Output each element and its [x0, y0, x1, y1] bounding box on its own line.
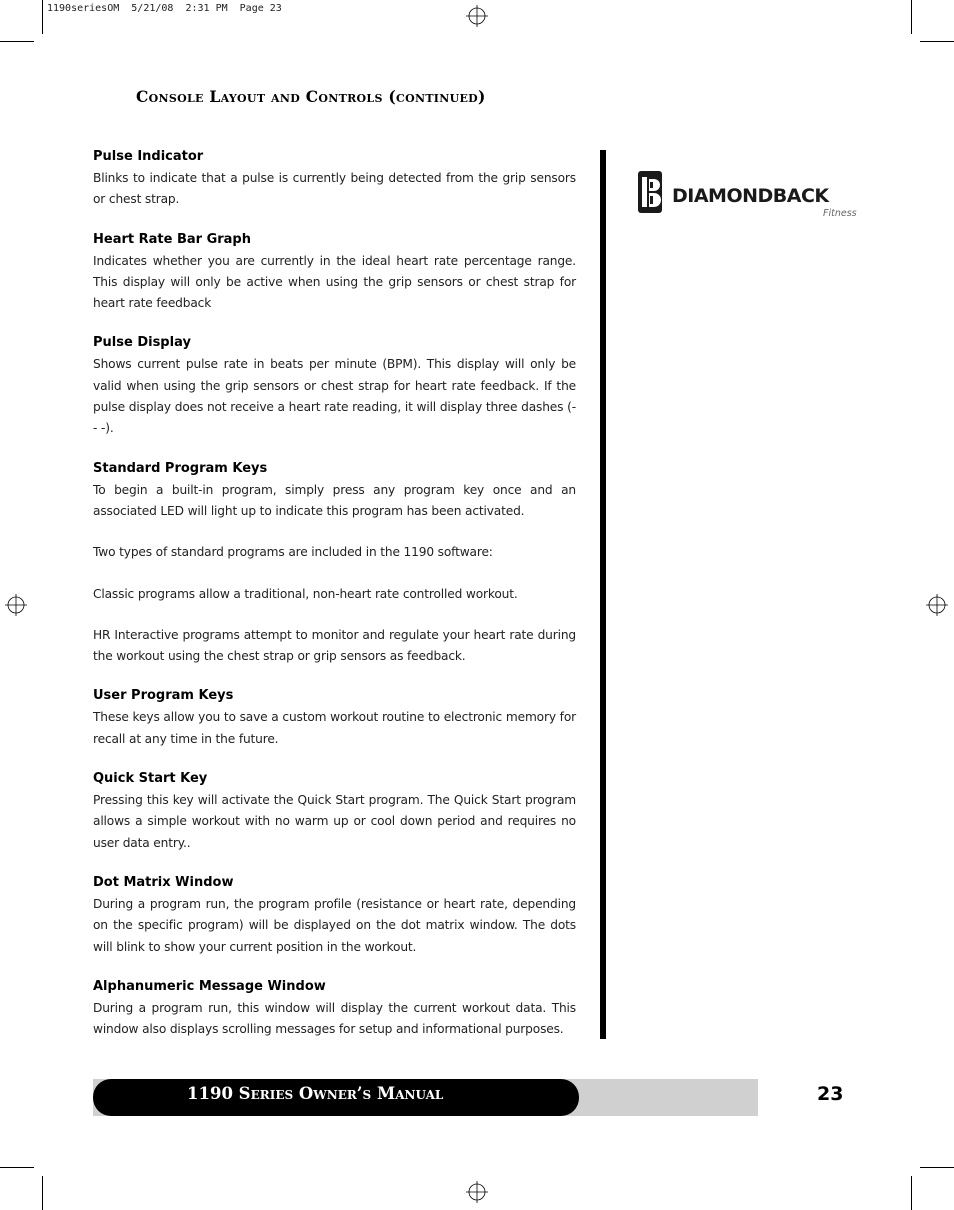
crop-mark-top-left-h	[0, 41, 34, 42]
item-dot-matrix-window	[93, 874, 576, 958]
item-body	[93, 168, 576, 211]
registration-mark-bottom-icon	[466, 1181, 488, 1203]
item-body	[93, 251, 576, 315]
content-column	[93, 148, 576, 1060]
item-paragraph: Classic programs allow a traditional, non-heart rate controlled workout.	[93, 586, 518, 601]
item-heading: Pulse Indicator	[93, 149, 204, 164]
item-pulse-indicator	[93, 148, 576, 211]
registration-mark-right-icon	[926, 594, 948, 616]
item-paragraph: Blinks to indicate that a pulse is currently being detected from the grip sensors or chest strap.	[93, 171, 576, 207]
item-paragraph: Shows current pulse rate in beats per minute (BPM). This display will only be valid when using the grip sensors or chest strap for heart rate feedback. If the pulse display does not receive a heart rate reading, it will display three dashes (- - -).	[93, 357, 576, 436]
item-body	[93, 707, 576, 750]
page-number: 23	[817, 1083, 844, 1105]
registration-mark-top-icon	[466, 5, 488, 27]
item-pulse-display	[93, 334, 576, 439]
crop-mark-bottom-left-h	[0, 1167, 34, 1168]
item-heading: Standard Program Keys	[93, 460, 268, 476]
item-user-program-keys	[93, 687, 576, 750]
item-heading: Dot Matrix Window	[93, 874, 234, 890]
print-slug: 1190seriesOM 5/21/08 2:31 PM Page 23	[47, 3, 282, 14]
item-paragraph: During a program run, this window will display the current workout data. This window also displays scrolling messages for setup and informational purposes.	[93, 1000, 576, 1037]
crop-mark-top-left-v	[42, 0, 43, 34]
item-body	[93, 480, 576, 668]
item-paragraph: These keys allow you to save a custom workout routine to electronic memory for recall at any time in the future.	[93, 710, 576, 746]
registration-mark-left-icon	[5, 594, 27, 616]
item-paragraph: Pressing this key will activate the Quick Start program. The Quick Start program allows a simple workout with no warm up or cool down period and requires no user data entry..	[93, 793, 576, 850]
item-heading: Quick Start Key	[93, 771, 208, 787]
crop-mark-top-right-h	[920, 41, 954, 42]
item-paragraph: During a program run, the program profile (resistance or heart rate, depending on the specific program) will be displayed on the dot matrix window. The dots will blink to show your current position in the workout.	[93, 896, 576, 954]
item-paragraph: Two types of standard programs are included in the 1190 software:	[93, 545, 493, 560]
item-standard-program-keys	[93, 460, 576, 668]
item-heart-rate-bar-graph	[93, 231, 576, 315]
item-paragraph: Indicates whether you are currently in the ideal heart rate percentage range. This display will only be active when using the grip sensors or chest strap for heart rate feedback	[93, 253, 576, 311]
item-body	[93, 894, 576, 958]
item-heading: User Program Keys	[93, 688, 234, 704]
item-body	[93, 354, 576, 439]
crop-mark-bottom-left-v	[42, 1176, 43, 1210]
logo-wordmark: DIAMONDBACK	[672, 185, 829, 207]
crop-mark-bottom-right-h	[920, 1167, 954, 1168]
item-alphanumeric-message-window	[93, 978, 576, 1041]
diamondback-db-logo-icon	[637, 170, 663, 214]
crop-mark-bottom-right-v	[911, 1176, 912, 1210]
crop-mark-top-right-v	[911, 0, 912, 34]
item-body	[93, 998, 576, 1041]
item-heading: Pulse Display	[93, 335, 191, 351]
section-title: Console Layout and Controls (continued)	[136, 87, 486, 106]
item-heading: Alphanumeric Message Window	[93, 978, 326, 994]
item-heading: Heart Rate Bar Graph	[93, 231, 251, 247]
footer-title: 1190 Series Owner’s Manual	[187, 1084, 444, 1103]
item-quick-start-key	[93, 770, 576, 854]
diamondback-logo	[637, 170, 863, 222]
logo-subtitle: Fitness	[823, 208, 857, 219]
column-divider	[600, 150, 606, 1039]
item-paragraph: To begin a built-in program, simply press any program key once and an associated LED will light up to indicate this program has been activated.	[93, 482, 576, 518]
item-paragraph: HR Interactive programs attempt to monitor and regulate your heart rate during the workout using the chest strap or grip sensors as feedback.	[93, 627, 576, 664]
item-body	[93, 790, 576, 854]
